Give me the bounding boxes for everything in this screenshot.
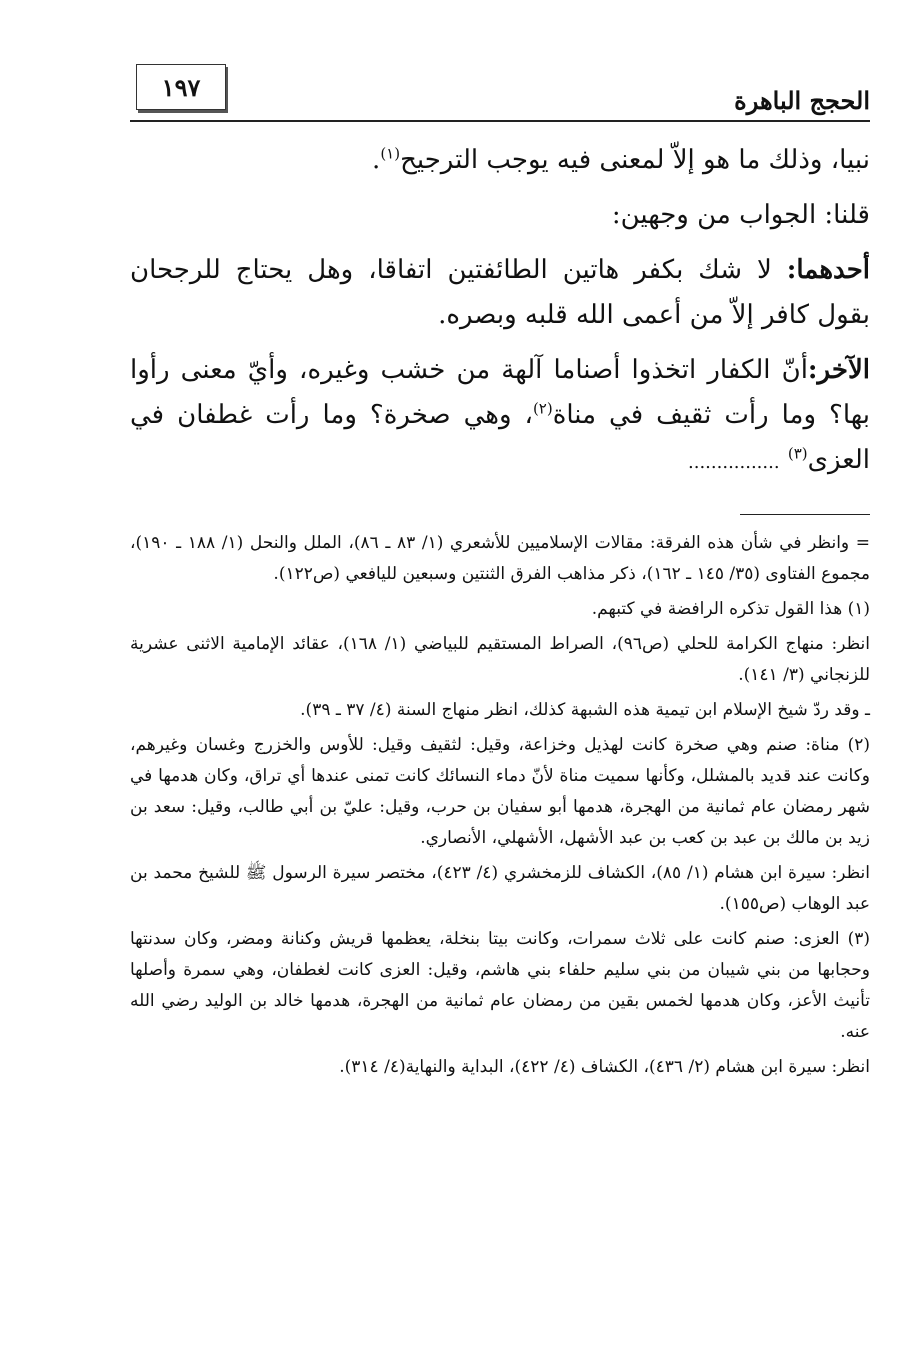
- paragraph-4-text-b: ، وهي صخرة؟ وما رأت غطفان في العزى: [130, 400, 870, 475]
- paragraph-3-text: لا شك بكفر هاتين الطائفتين اتفاقا، وهل يحتاج للرجحان بقول كافر إلاّ من أعمى الله قلبه وبصره.: [130, 255, 870, 330]
- paragraph-2: قلنا: الجواب من وجهين:: [611, 200, 870, 230]
- paragraph-4-lead: الآخر:: [807, 355, 870, 385]
- footnote-ref-2: (٢): [532, 399, 553, 418]
- footnote-continued: = وانظر في شأن هذه الفرقة: مقالات الإسلاميين للأشعري (١/ ٨٣ ـ ٨٦)، الملل والنحل (١/ ١٨٨ ـ ١٩٠)، مجموع الفتاوى (٣٥/ ١٤٥ ـ ١٦٢)، ذكر مذاهب الفرق الثنتين وسبعين لليافعي (ص١٢٢).: [130, 533, 870, 584]
- page-header: [130, 64, 870, 122]
- footnote-separator: [740, 514, 870, 515]
- paragraph-4-text-a: أنّ الكفار اتخذوا أصناما آلهة من خشب وغيره، وأيّ معنى رأوا بها؟ وما رأت ثقيف في مناة: [130, 355, 870, 430]
- footnote-3-references: انظر: سيرة ابن هشام (٢/ ٤٣٦)، الكشاف (٤/ ٤٢٢)، البداية والنهاية(٤/ ٣١٤).: [339, 1057, 870, 1077]
- footnote-2-references: انظر: سيرة ابن هشام (١/ ٨٥)، الكشاف للزمخشري (٤/ ٤٢٣)، مختصر سيرة الرسول ﷺ للشيخ محمد بن عبد الوهاب (ص١٥٥).: [130, 863, 871, 914]
- paragraph-4: [130, 348, 870, 485]
- paragraph-1: [130, 138, 870, 183]
- footnote-2: (٢) مناة: صنم وهي صخرة كانت لهذيل وخزاعة، وقيل: لثقيف وقيل: للأوس والخزرج وغسان وغيرهم، وكانت عند قديد بالمشلل، وكأنها سميت مناة لأنّ دماء النسائك كانت تمنى عندها أي تراق، وكان هدمها في شهر رمضان عام ثمانية من الهجرة، هدمها أبو سفيان بن حرب، وقيل: عليّ بن أبي طالب، وقيل: سعد بن زيد بن مالك بن عبد بن كعب بن عبد الأشهل، الأشهلي، الأنصاري.: [130, 735, 870, 848]
- footnote-ref-1: (١): [380, 144, 401, 163]
- paragraph-3: [130, 248, 870, 338]
- footnote-1-note: ـ وقد ردّ شيخ الإسلام ابن تيمية هذه الشبهة كذلك، انظر منهاج السنة (٤/ ٣٧ ـ ٣٩).: [300, 700, 870, 720]
- footnotes: [130, 528, 870, 1087]
- paragraph-1-text: نبيا، وذلك ما هو إلاّ لمعنى فيه يوجب الترجيح: [400, 145, 870, 175]
- paragraph-3-lead: أحدهما:: [786, 255, 870, 285]
- footnote-3: (٣) العزى: صنم كانت على ثلاث سمرات، وكانت بيتا بنخلة، يعظمها قريش وكنانة ومضر، وكان سدنتها وحجابها من بني شيبان من بني سليم حلفاء بني هاشم، وقيل: العزى كانت لغطفان، وهي سمرة وأصلها تأنيث الأعز، وكان هدمها لخمس بقين من رمضان عام ثمانية من الهجرة، هدمها خالد بن الوليد رضي الله عنه.: [130, 929, 870, 1042]
- continuation-dots: ................: [688, 452, 780, 473]
- main-text: [130, 138, 870, 485]
- page-number: ١٩٧: [136, 64, 226, 110]
- footnote-1: (١) هذا القول تذكره الرافضة في كتبهم.: [591, 599, 870, 619]
- running-title: الحجج الباهرة: [734, 86, 870, 115]
- paragraph-1-end: .: [372, 145, 381, 175]
- footnote-ref-3: (٣): [787, 444, 808, 463]
- footnote-1-references: انظر: منهاج الكرامة للحلي (ص٩٦)، الصراط المستقيم للبياضي (١/ ١٦٨)، عقائد الإمامية الاثنى عشرية للزنجاني (٣/ ١٤١).: [130, 634, 870, 685]
